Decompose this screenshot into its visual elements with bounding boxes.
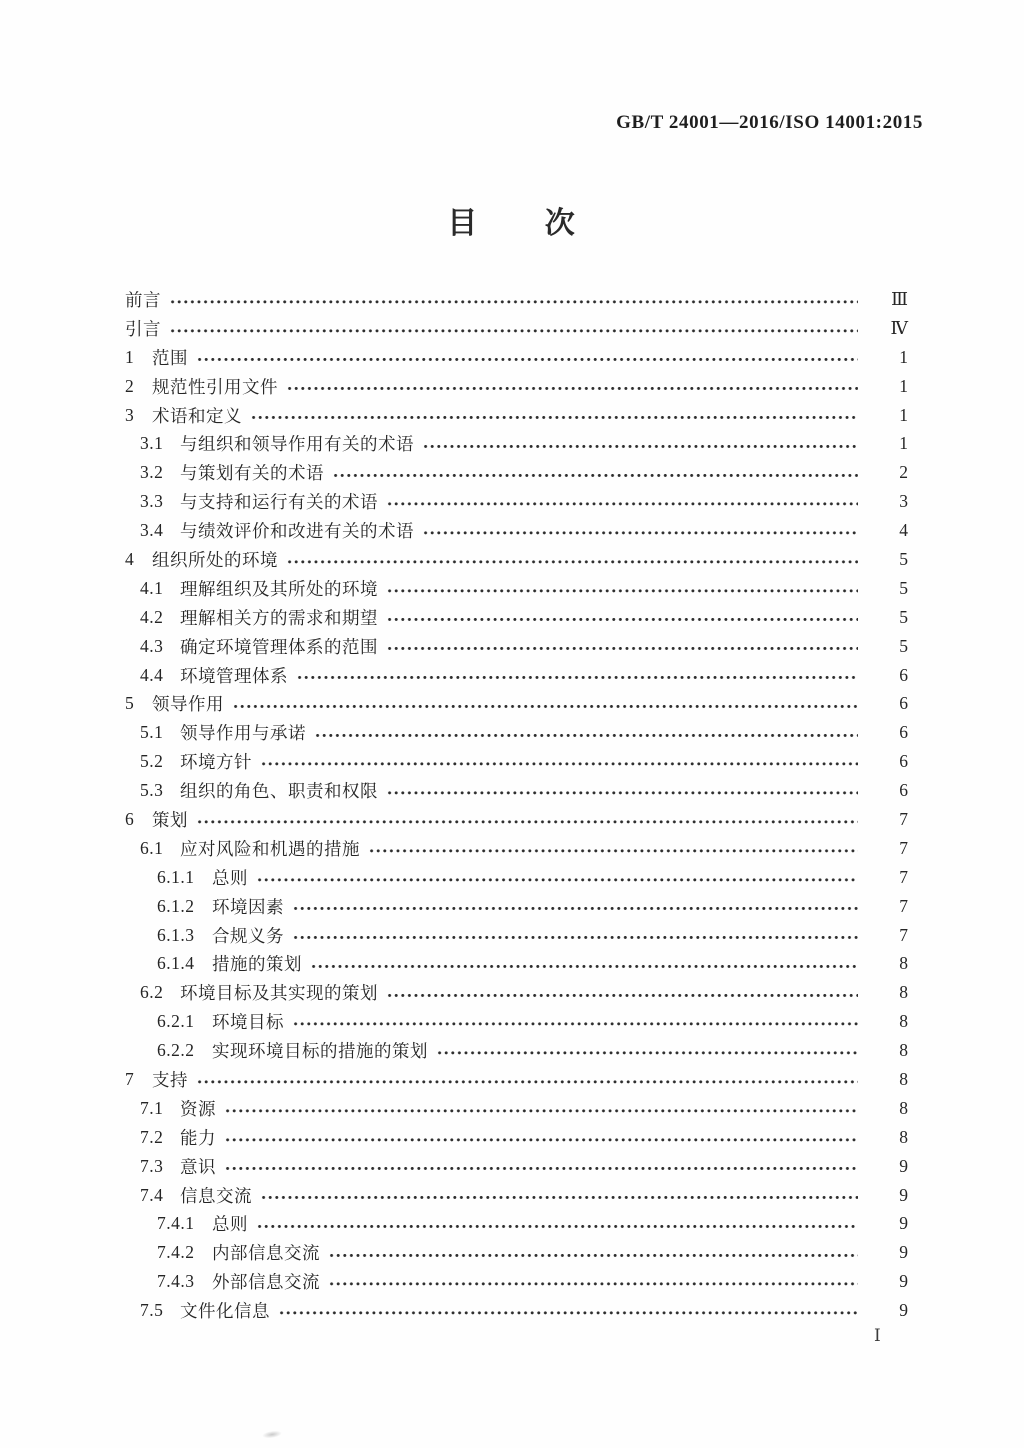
toc-entry-page: 3 <box>899 491 908 512</box>
toc-entry-number: 5 <box>125 693 135 714</box>
toc-entry-page: 9 <box>899 1271 908 1292</box>
toc-entry-number: 6 <box>125 808 135 829</box>
toc-entry <box>125 921 908 950</box>
toc-entry-title: 支持 <box>152 1069 188 1090</box>
toc-entry-number: 3 <box>125 404 135 425</box>
toc-entry-number: 6.1.2 <box>157 895 195 916</box>
dot-leader <box>423 436 858 454</box>
toc-entry-title: 规范性引用文件 <box>152 376 278 397</box>
toc-entry-number: 6.1.1 <box>157 866 195 887</box>
toc-entry-page: 9 <box>899 1300 908 1321</box>
dot-leader <box>387 985 858 1003</box>
toc-entry-title: 确定环境管理体系的范围 <box>180 636 378 657</box>
toc-entry-number: 7.1 <box>140 1097 164 1118</box>
toc-entry <box>125 718 908 747</box>
dot-leader <box>387 783 858 801</box>
dot-leader <box>287 378 858 396</box>
dot-leader <box>170 292 858 310</box>
dot-leader <box>387 494 858 512</box>
toc-entry <box>125 892 908 921</box>
dot-leader <box>423 523 858 541</box>
toc-entry-page: 2 <box>899 462 908 483</box>
dot-leader <box>225 1101 858 1119</box>
toc-entry-title: 环境目标及其实现的策划 <box>180 983 378 1004</box>
toc-entry-number: 7.5 <box>140 1300 164 1321</box>
dot-leader <box>293 927 858 945</box>
toc-entry-page: 8 <box>899 1040 908 1061</box>
toc-entry-page: 8 <box>899 1097 908 1118</box>
toc-entry <box>125 1065 908 1094</box>
toc-entry <box>125 978 908 1007</box>
toc-entry-number: 3.4 <box>140 520 164 541</box>
toc-entry-number: 3.1 <box>140 433 164 454</box>
toc-entry-number: 4.1 <box>140 577 164 598</box>
dot-leader <box>293 898 858 916</box>
toc-entry <box>125 516 908 545</box>
toc-entry <box>125 372 908 401</box>
toc-entry <box>125 603 908 632</box>
toc-entry <box>125 632 908 661</box>
toc-entry-number: 7.2 <box>140 1126 164 1147</box>
toc-entry <box>125 805 908 834</box>
toc-entry-number: 3.3 <box>140 491 164 512</box>
toc-entry-number: 6.1.4 <box>157 953 195 974</box>
toc-entry <box>125 863 908 892</box>
toc-entry-number: 6.1.3 <box>157 924 195 945</box>
dot-leader <box>297 667 858 685</box>
dot-leader <box>329 1274 858 1292</box>
toc-entry <box>125 1267 908 1296</box>
toc-entry <box>125 343 908 372</box>
dot-leader <box>287 552 858 570</box>
toc-entry-title: 术语和定义 <box>152 405 242 426</box>
toc-entry-page: 4 <box>899 520 908 541</box>
toc-entry-page: 1 <box>899 375 908 396</box>
toc-entry-page: 8 <box>899 1011 908 1032</box>
toc-entry <box>125 1007 908 1036</box>
toc-entry-number: 4 <box>125 548 135 569</box>
dot-leader <box>315 725 858 743</box>
toc-entry-number: 6.2.1 <box>157 1011 195 1032</box>
toc-entry-title: 与策划有关的术语 <box>180 463 324 484</box>
toc-entry-number: 7.4.2 <box>157 1242 195 1263</box>
toc-entry-title: 能力 <box>180 1127 216 1148</box>
dot-leader <box>251 407 858 425</box>
toc-entry <box>125 1036 908 1065</box>
toc-entry <box>125 1094 908 1123</box>
toc-entry-title: 外部信息交流 <box>212 1272 320 1293</box>
toc-entry-page: 7 <box>899 837 908 858</box>
toc-entry-number: 6.2 <box>140 982 164 1003</box>
toc-entry-title: 与绩效评价和改进有关的术语 <box>180 521 414 542</box>
dot-leader <box>293 1014 858 1032</box>
toc-entry-title: 信息交流 <box>180 1185 252 1206</box>
toc-entry <box>125 1210 908 1239</box>
toc-entry <box>125 574 908 603</box>
dot-leader <box>225 1130 858 1148</box>
toc-entry-number: 4.2 <box>140 606 164 627</box>
dot-leader <box>261 754 858 772</box>
toc-entry-title: 实现环境目标的措施的策划 <box>212 1041 428 1062</box>
toc-entry-title: 引言 <box>125 318 161 339</box>
toc-entry-title: 合规义务 <box>212 925 284 946</box>
toc-entry-title: 环境方针 <box>180 752 252 773</box>
toc-entry <box>125 458 908 487</box>
toc-entry-page: 8 <box>899 982 908 1003</box>
toc-entry-page: 6 <box>899 780 908 801</box>
toc-entry <box>125 1123 908 1152</box>
dot-leader <box>257 1216 858 1234</box>
toc-entry-number: 3.2 <box>140 462 164 483</box>
toc-entry-page: 6 <box>899 751 908 772</box>
toc-entry-title: 领导作用与承诺 <box>180 723 306 744</box>
toc-entry-title: 环境目标 <box>212 1012 284 1033</box>
toc-entry-title: 策划 <box>152 809 188 830</box>
toc-entry-page: 9 <box>899 1213 908 1234</box>
toc-entry <box>125 314 908 343</box>
toc-entry-page: 8 <box>899 1068 908 1089</box>
scan-smudge-artifact <box>262 1430 283 1440</box>
toc-entry-title: 总则 <box>212 867 248 888</box>
toc-entry-page: 1 <box>899 346 908 367</box>
toc-entry-page: 5 <box>899 606 908 627</box>
toc-entry-title: 内部信息交流 <box>212 1243 320 1264</box>
toc-entry <box>125 401 908 430</box>
toc-entry-title: 范围 <box>152 347 188 368</box>
toc-entry <box>125 429 908 458</box>
toc-entry-title: 与组织和领导作用有关的术语 <box>180 434 414 455</box>
toc-entry-page: 9 <box>899 1242 908 1263</box>
toc-entry-number: 7.4.3 <box>157 1271 195 1292</box>
toc-entry-title: 环境管理体系 <box>180 665 288 686</box>
toc-entry <box>125 776 908 805</box>
toc-entry <box>125 1296 908 1325</box>
toc-entry-number: 6.2.2 <box>157 1040 195 1061</box>
toc-entry-page: 9 <box>899 1184 908 1205</box>
toc-entry-page: 1 <box>899 404 908 425</box>
toc-entry-page: Ⅲ <box>891 288 908 309</box>
toc-entry-number: 4.4 <box>140 664 164 685</box>
toc-entry-title: 环境因素 <box>212 896 284 917</box>
dot-leader <box>197 812 858 830</box>
toc-entry-page: 5 <box>899 577 908 598</box>
dot-leader <box>261 1187 858 1205</box>
dot-leader <box>369 841 858 859</box>
toc-entry-number: 1 <box>125 346 135 367</box>
toc-entry-title: 组织所处的环境 <box>152 549 278 570</box>
toc-entry <box>125 661 908 690</box>
toc-entry <box>125 1152 908 1181</box>
toc-entry-number: 5.3 <box>140 780 164 801</box>
toc-entry-page: 5 <box>899 548 908 569</box>
toc-entry-title: 理解相关方的需求和期望 <box>180 607 378 628</box>
toc-entry <box>125 834 908 863</box>
toc-entry-title: 应对风险和机遇的措施 <box>180 838 360 859</box>
toc-entry-page: 1 <box>899 433 908 454</box>
page-number-footer: Ⅰ <box>874 1326 881 1345</box>
toc-entry-number: 5.1 <box>140 722 164 743</box>
dot-leader <box>311 956 858 974</box>
toc-entry-title: 前言 <box>125 289 161 310</box>
dot-leader <box>225 1158 858 1176</box>
toc-entry-page: 6 <box>899 722 908 743</box>
toc-entry-page: Ⅳ <box>890 317 908 338</box>
toc-list <box>125 285 908 1325</box>
toc-entry <box>125 545 908 574</box>
dot-leader <box>387 638 858 656</box>
page-title: 目 次 <box>447 207 577 240</box>
toc-entry <box>125 747 908 776</box>
toc-entry-title: 措施的策划 <box>212 954 302 975</box>
toc-entry-page: 7 <box>899 895 908 916</box>
toc-entry-page: 7 <box>899 866 908 887</box>
dot-leader <box>257 870 858 888</box>
toc-entry <box>125 1181 908 1210</box>
toc-entry-title: 总则 <box>212 1214 248 1235</box>
toc-entry-title: 组织的角色、职责和权限 <box>180 781 378 802</box>
toc-entry-number: 2 <box>125 375 135 396</box>
toc-entry-number: 7.4 <box>140 1184 164 1205</box>
toc-entry-number: 7.4.1 <box>157 1213 195 1234</box>
toc-entry-title: 领导作用 <box>152 694 224 715</box>
dot-leader <box>437 1043 858 1061</box>
toc-entry <box>125 689 908 718</box>
toc-entry-page: 5 <box>899 635 908 656</box>
dot-leader <box>170 321 858 339</box>
dot-leader <box>233 696 858 714</box>
toc-entry-page: 8 <box>899 953 908 974</box>
document-standard-number: GB/T 24001—2016/ISO 14001:2015 <box>616 112 923 133</box>
toc-entry-number: 6.1 <box>140 837 164 858</box>
toc-entry-page: 7 <box>899 924 908 945</box>
toc-entry-title: 文件化信息 <box>180 1301 270 1322</box>
toc-entry-number: 4.3 <box>140 635 164 656</box>
toc-entry <box>125 285 908 314</box>
toc-entry <box>125 949 908 978</box>
toc-entry-number: 7 <box>125 1068 135 1089</box>
toc-entry-title: 理解组织及其所处的环境 <box>180 578 378 599</box>
toc-entry-title: 意识 <box>180 1156 216 1177</box>
dot-leader <box>279 1303 858 1321</box>
dot-leader <box>197 349 858 367</box>
toc-entry <box>125 1238 908 1267</box>
dot-leader <box>387 581 858 599</box>
dot-leader <box>387 609 858 627</box>
toc-entry-page: 9 <box>899 1155 908 1176</box>
dot-leader <box>197 1072 858 1090</box>
toc-entry-page: 7 <box>899 808 908 829</box>
toc-entry-number: 7.3 <box>140 1155 164 1176</box>
toc-entry-number: 5.2 <box>140 751 164 772</box>
toc-entry <box>125 487 908 516</box>
toc-entry-title: 资源 <box>180 1098 216 1119</box>
toc-entry-page: 6 <box>899 693 908 714</box>
dot-leader <box>333 465 858 483</box>
toc-entry-page: 8 <box>899 1126 908 1147</box>
toc-entry-page: 6 <box>899 664 908 685</box>
dot-leader <box>329 1245 858 1263</box>
toc-entry-title: 与支持和运行有关的术语 <box>180 492 378 513</box>
